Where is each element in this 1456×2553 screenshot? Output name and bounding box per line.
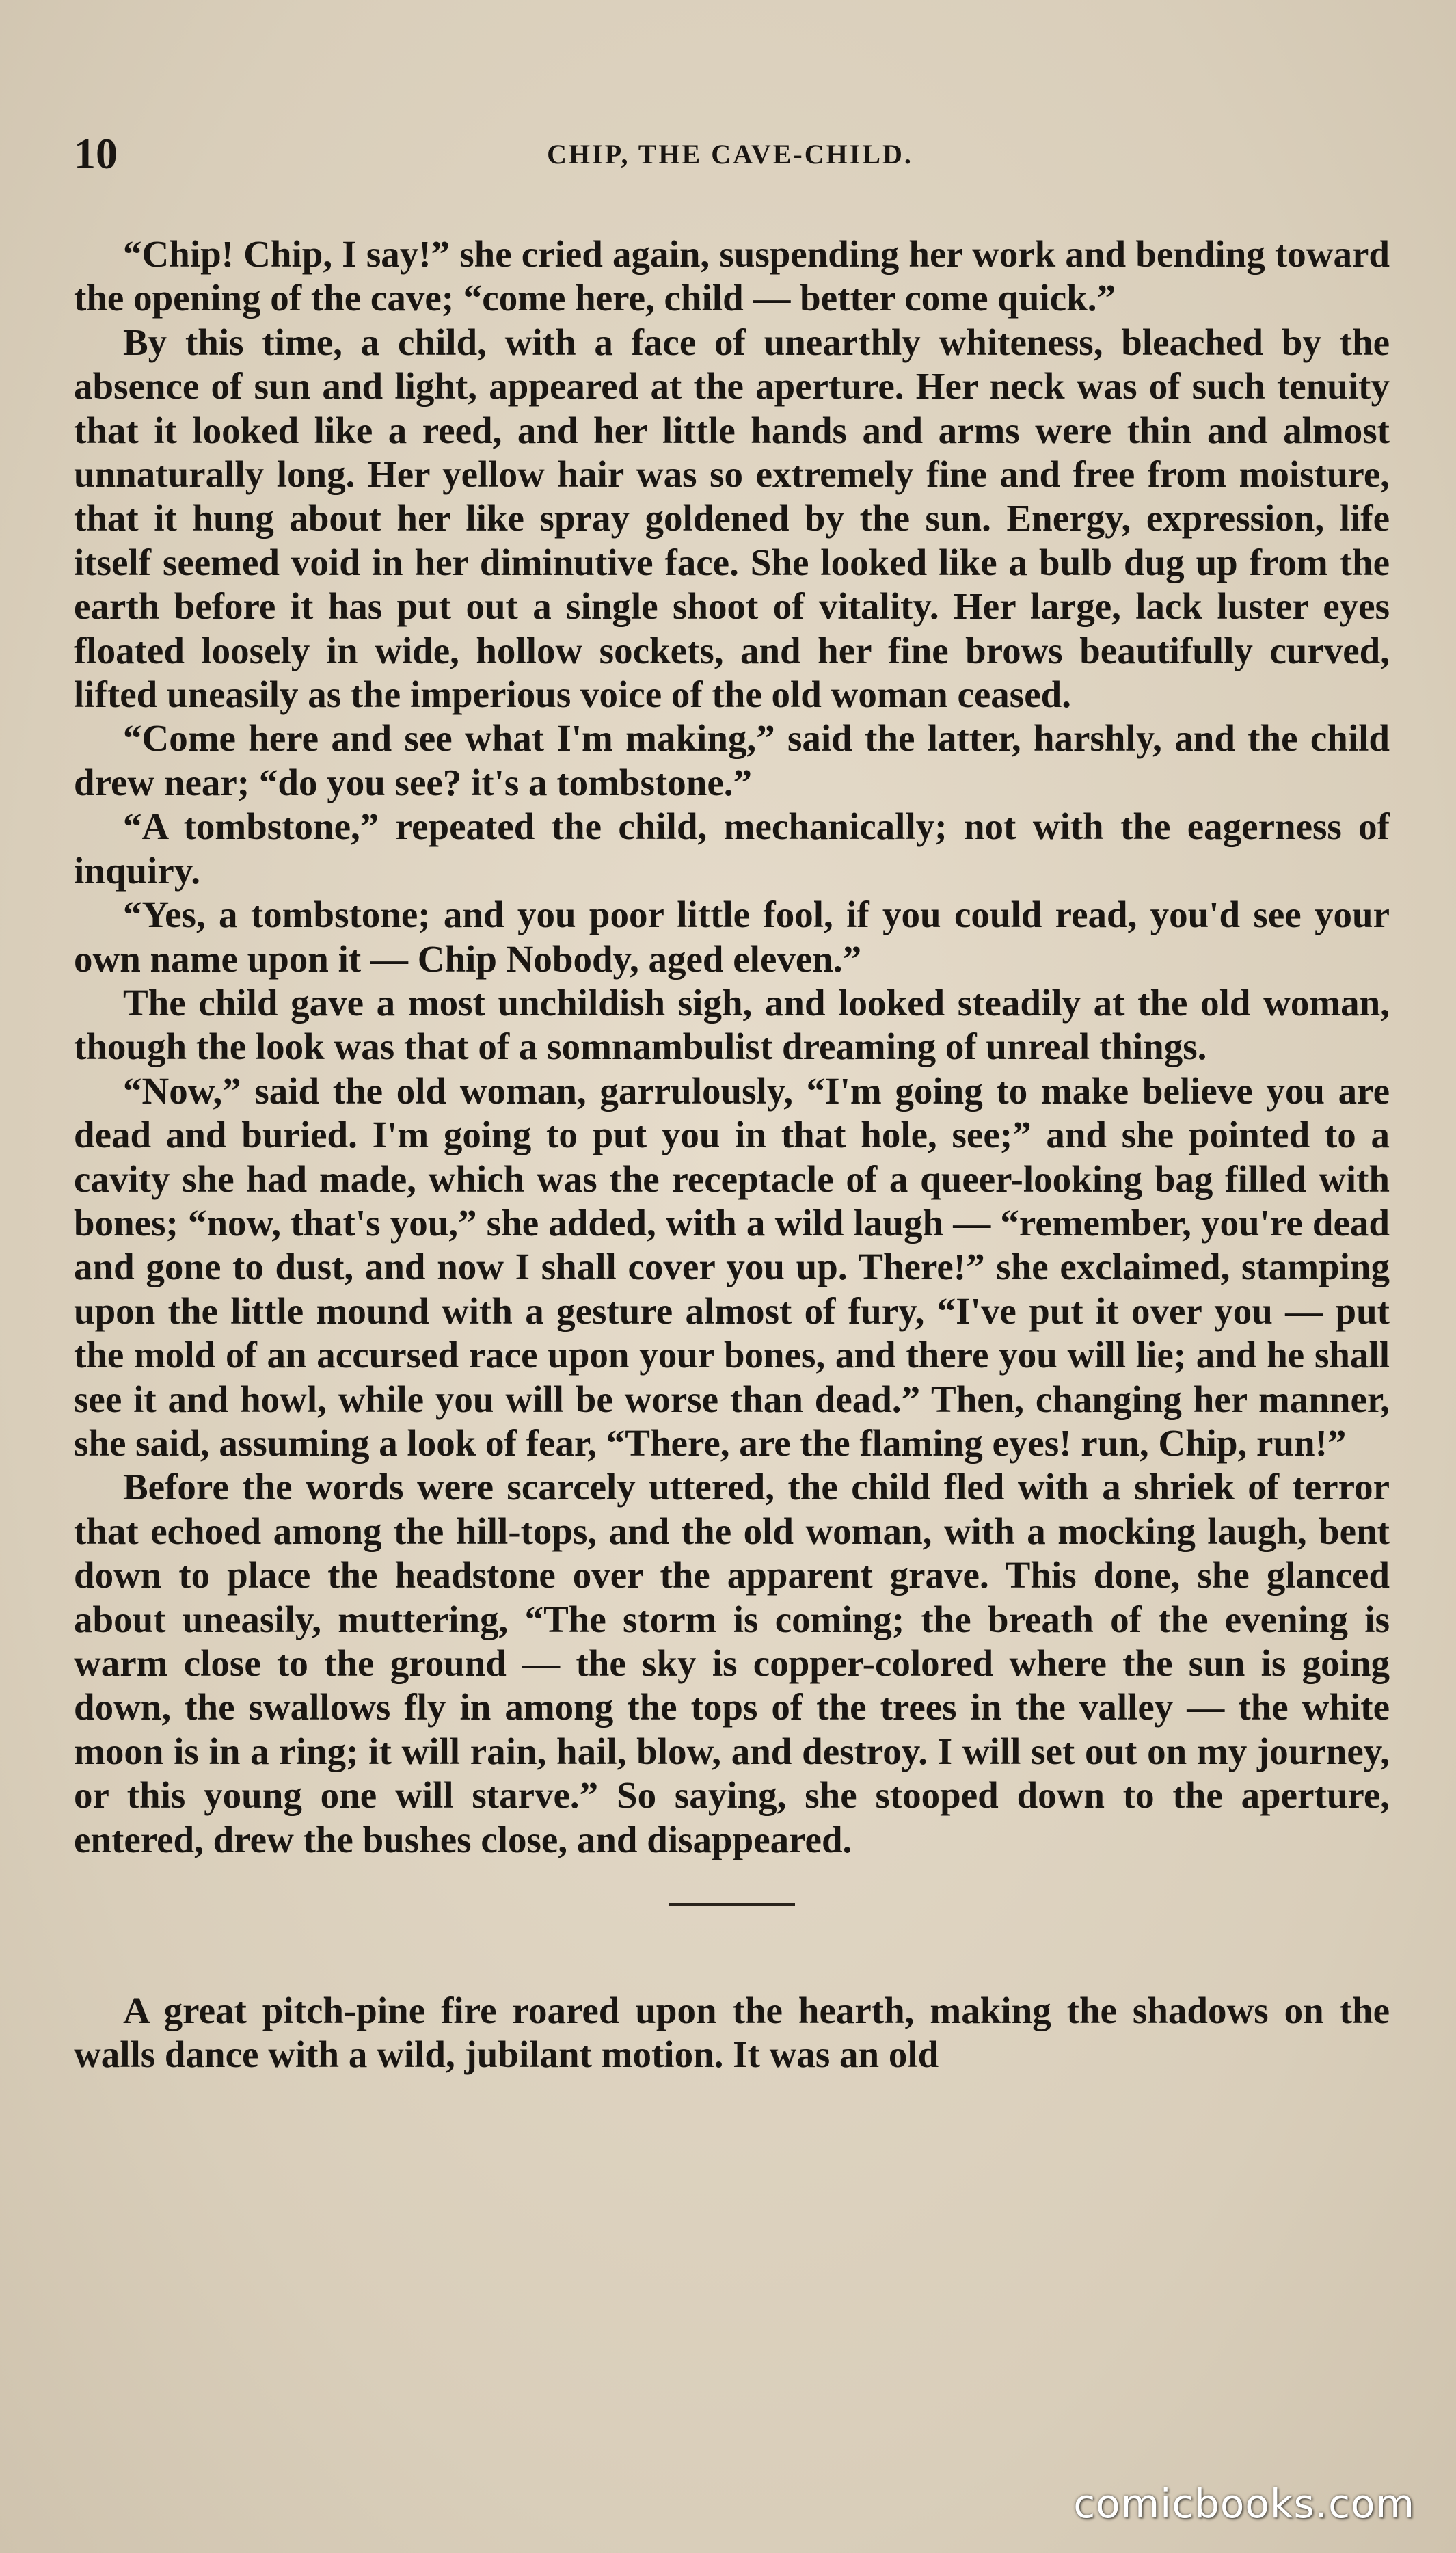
running-title: CHIP, THE CAVE-CHILD. — [547, 139, 913, 170]
paragraph: A great pitch-pine fire roared upon the hearth, making the shadows on the walls dance with a wild, jubilant motion. It was an old — [74, 1990, 1390, 2076]
page-header — [74, 126, 1386, 181]
body-text — [74, 232, 1390, 2077]
page-number: 10 — [74, 129, 118, 178]
paragraph: The child gave a most unchildish sigh, and looked steadily at the old woman, though the look was that of a somnambulist dreaming of unreal things. — [74, 981, 1390, 1068]
paragraph: “Now,” said the old woman, garrulously, “I'm going to make believe you are dead and buried. I'm going to put you in that hole, see;” and she pointed to a cavity she had made, which was the receptacle of a queer-looking bag filled with bones; “now, that's you,” she added, with a wild laugh — “remember, you're dead and gone to dust, and now I shall cover you up. There!” she exclaimed, stamping upon the little mound with a gesture almost of fury, “I've put it over you — put the mold of an accursed race upon your bones, and there you will lie; and he shall see it and howl, while you will be worse than dead.” Then, changing her manner, she said, assuming a look of fear, “There, are the flaming eyes! run, Chip, run!” — [74, 1069, 1390, 1464]
paragraph: “A tombstone,” repeated the child, mechanically; not with the eagerness of inquiry. — [74, 805, 1390, 892]
section-divider — [669, 1903, 795, 1906]
paragraph: Before the words were scarcely uttered, the child fled with a shriek of terror that echoed among the hill-tops, and the old woman, with a mocking laugh, bent down to place the headstone over the apparent grave. This done, she glanced about uneasily, muttering, “The storm is coming; the breath of the evening is warm close to the ground — the sky is copper-colored where the sun is going down, the swallows fly in among the tops of the trees in the valley — the white moon is in a ring; it will rain, hail, blow, and destroy. I will set out on my journey, or this young one will starve.” So saying, she stooped down to the aperture, entered, drew the bushes close, and disappeared. — [74, 1466, 1390, 1860]
site-watermark: comicbooks.com — [1073, 2481, 1415, 2527]
paragraph: By this time, a child, with a face of unearthly whiteness, bleached by the absence of sun and light, appeared at the aperture. Her neck was of such tenuity that it looked like a reed, and her little hands and arms were thin and almost unnaturally long. Her yellow hair was so extremely fine and free from moisture, that it hung about her like spray goldened by the sun. Energy, expression, life itself seemed void in her diminutive face. She looked like a bulb dug up from the earth before it has put out a single shoot of vitality. Her large, lack luster eyes floated loosely in wide, hollow sockets, and her fine brows beautifully curved, lifted uneasily as the imperious voice of the old woman ceased. — [74, 321, 1390, 716]
paragraph: “Yes, a tombstone; and you poor little fool, if you could read, you'd see your own name upon it — Chip Nobody, aged eleven.” — [74, 894, 1390, 980]
paragraph: “Chip! Chip, I say!” she cried again, suspending her work and bending toward the opening of the cave; “come here, child — better come quick.” — [74, 233, 1390, 319]
paragraph: “Come here and see what I'm making,” said the latter, harshly, and the child drew near; “do you see? it's a tombstone.” — [74, 717, 1390, 803]
